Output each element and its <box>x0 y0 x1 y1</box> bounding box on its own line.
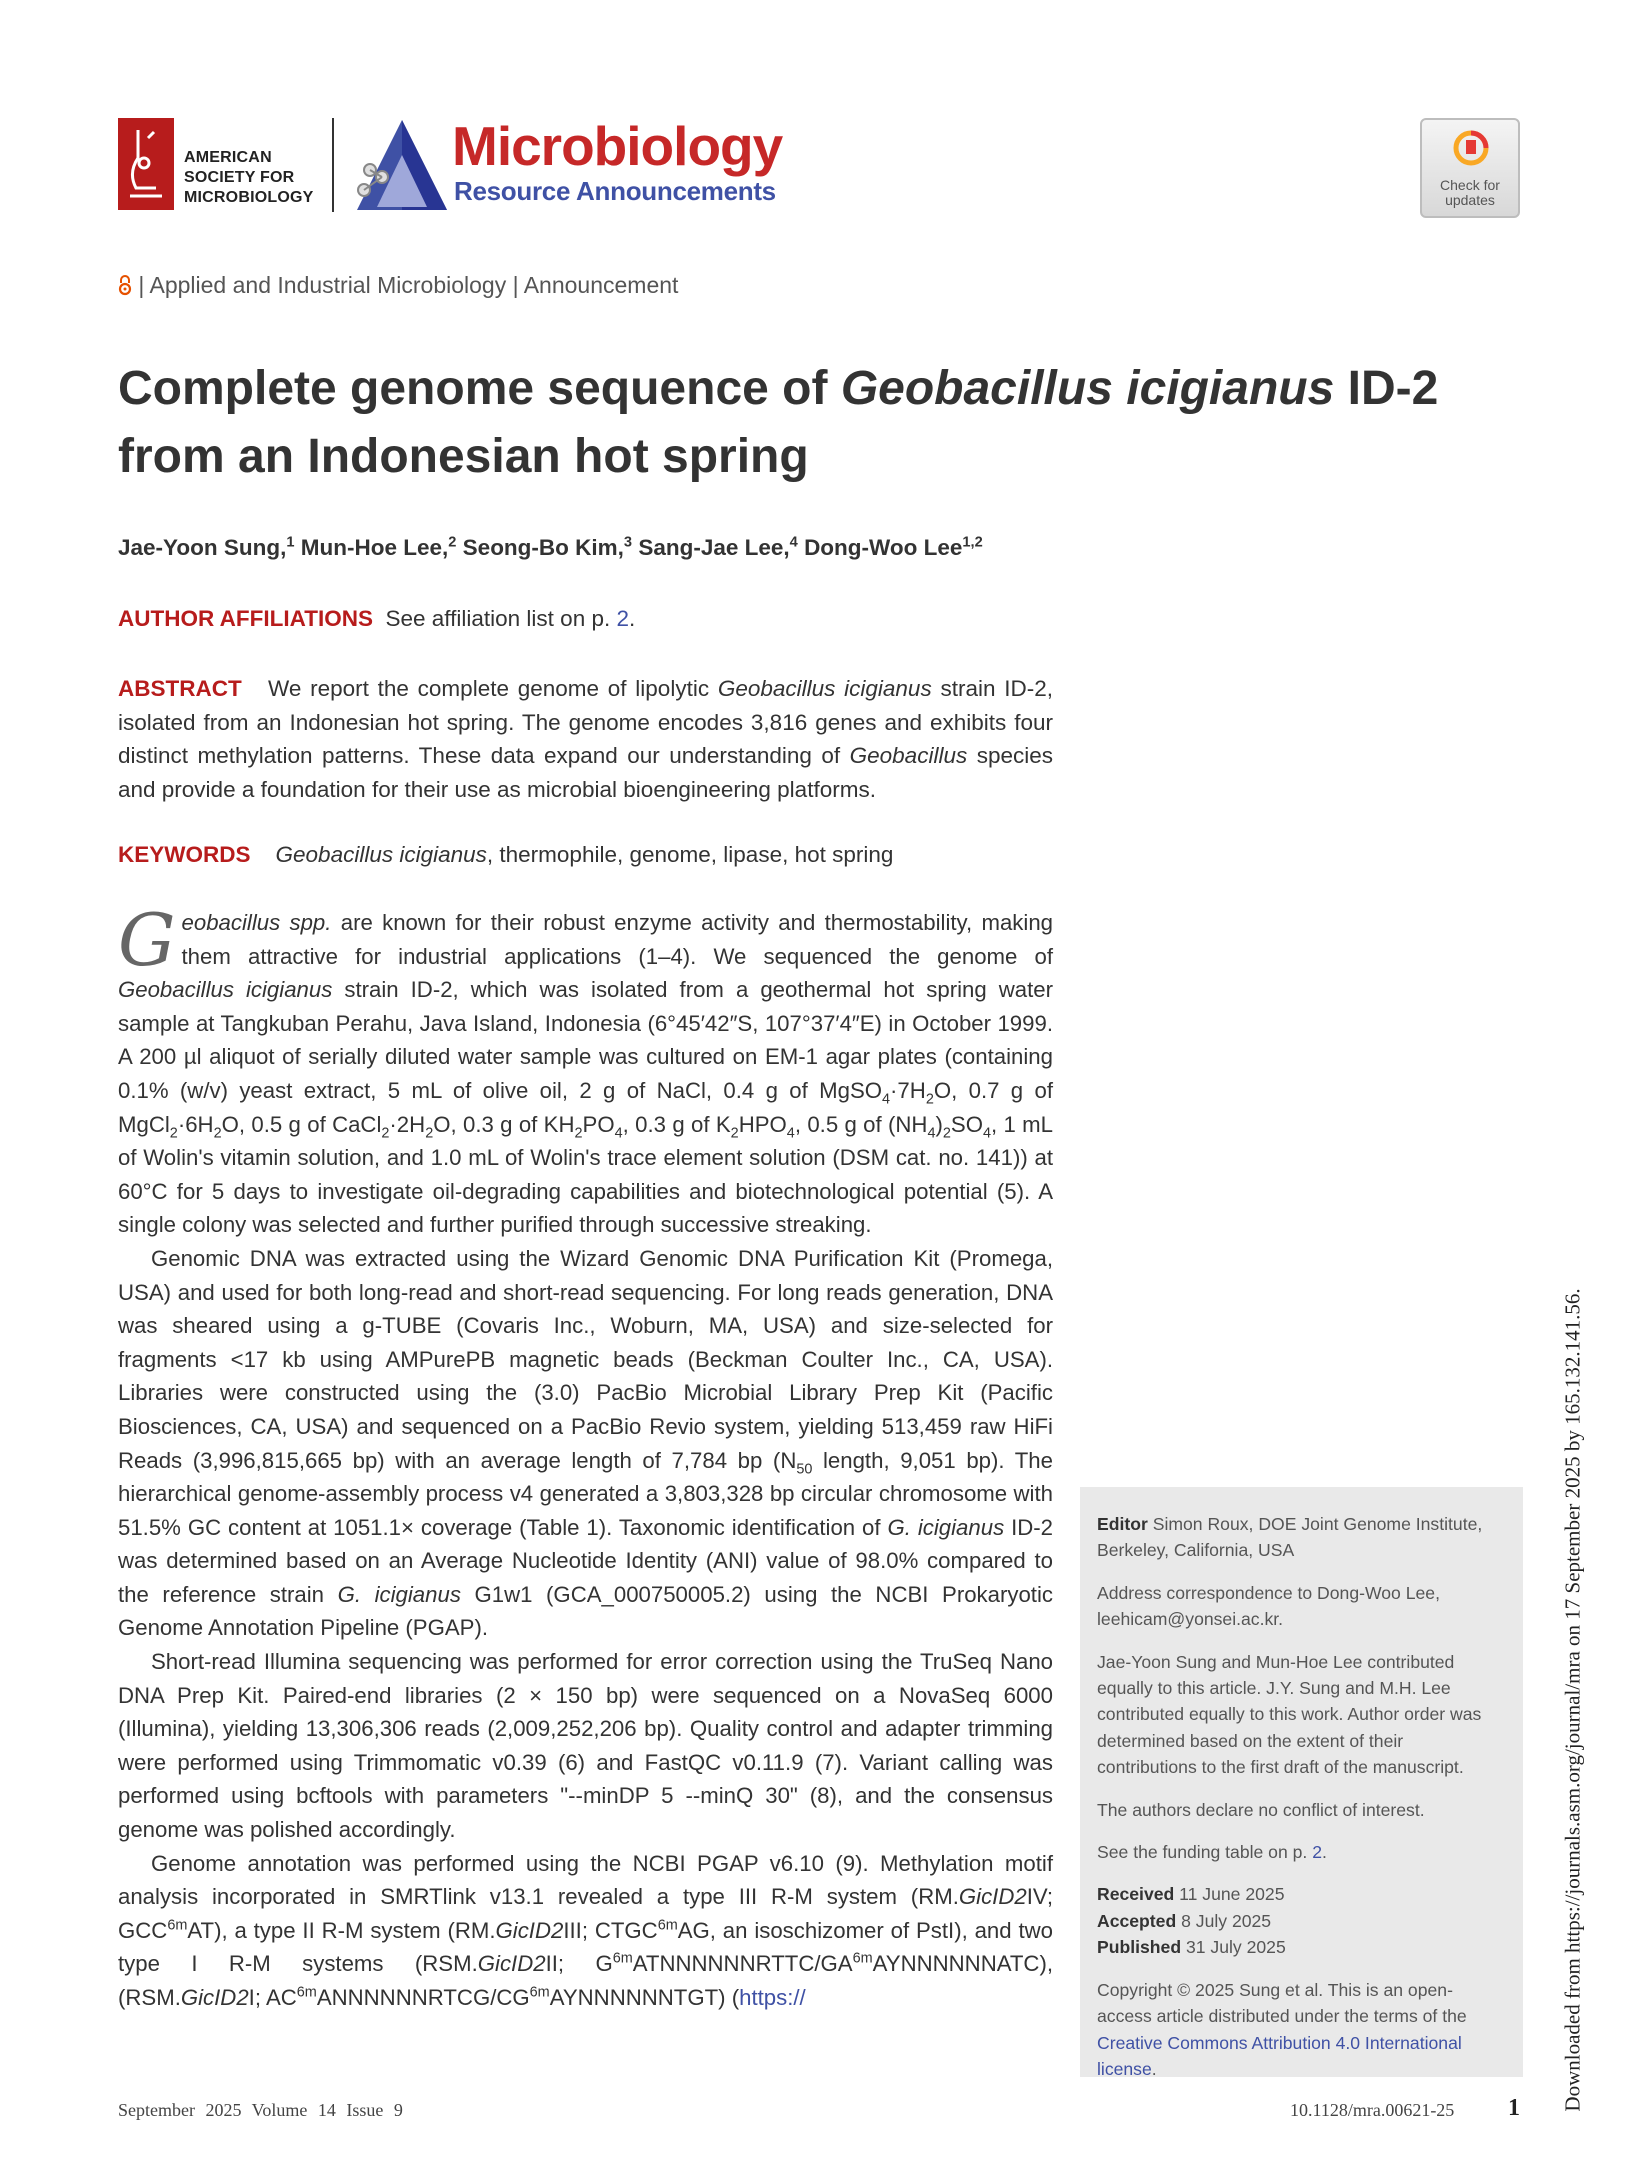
check-updates-icon <box>1453 130 1489 166</box>
keywords: KEYWORDS Geobacillus icigianus, thermophile, genome, lipase, hot spring <box>118 842 894 867</box>
download-watermark: Downloaded from https://journals.asm.org/journal/mra on 17 September 2025 by 165.132.141.56. <box>1560 1288 1585 2112</box>
author[interactable]: Jae-Yoon Sung,$^1$ <box>118 534 295 560</box>
abstract-label: ABSTRACT <box>118 676 242 701</box>
author[interactable]: Seong-Bo Kim,$^3$ <box>462 534 633 560</box>
article-info-sidebar <box>1080 1487 1523 2077</box>
correspondence-info: Address correspondence to Dong-Woo Lee, leehicam@yonsei.ac.kr. <box>1097 1582 1440 1630</box>
body-paragraph: Genomic DNA was extracted using the Wizard Genomic DNA Purification Kit (Promega, USA) and used for both long-read and short-read sequencing. For long reads generation, DNA was sheared using a g-TUBE (Covaris Inc., Woburn, MA, USA) and size-selected for fragments <17 kb using AMPurePB magnetic beads (Beckman Coulter Inc., CA, USA). Libraries were constructed using the (3.0) PacBio Microbial Library Prep Kit (Pacific Biosciences, CA, USA) and sequenced on a PacBio Revio system, yielding 513,459 raw HiFi Reads (3,996,815,665 bp) with an average length of 7,784 bp ($N_{50}$ length, 9,051 bp). The hierarchical genome-assembly process v4 generated a 3,803,328 bp circular chromosome with 51.5% GC content at 1051.1× coverage (Table 1). Taxonomic identification of G. icigianus ID-2 was determined based on an Average Nucleotide Identity (ANI) value of 98.0% compared to the reference strain G. icigianus G1w1 (GCA_000750005.2) using the NCBI Prokaryotic Genome Annotation Pipeline (PGAP). <box>118 1245 1054 1641</box>
funding-note: See the funding table on p. 2. <box>1097 1842 1327 1863</box>
article-dates: Received 11 June 2025 Accepted 8 July 2025 Published 31 July 2025 <box>1097 1884 1286 1958</box>
header-divider <box>332 118 334 212</box>
article-body <box>118 898 1054 2015</box>
breadcrumb-section[interactable]: Applied and Industrial Microbiology <box>149 272 507 298</box>
affiliations-label: AUTHOR AFFILIATIONS <box>118 606 373 631</box>
equal-contribution-note: Jae-Yoon Sung and Mun-Hoe Lee contributed equally to this article. J.Y. Sung and M.H. Lee contributed equally to this work. Author order was determined based on the extent of their contributions to the first draft of the manuscript. <box>1097 1651 1482 1778</box>
editor-info: Editor Simon Roux, DOE Joint Genome Institute, Berkeley, California, USA <box>1097 1514 1483 1561</box>
open-access-icon <box>118 272 138 298</box>
asm-emblem-icon <box>118 118 174 210</box>
body-paragraph: Genome annotation was performed using the NCBI PGAP v6.10 (9). Methylation motif analysis incorporated in SMRTlink v13.1 revealed a type III R-M system (RM.GicID2IV; $GCC^{6m}AT$), a type II R-M system (RM.GicID2III; $CTGC^{6m}AG$, an isoschizomer of PstI), and two type I R-M systems (RSM.GicID2II; $G^{6m}ATNNNNNNRTTC/GA^{6m}AYNNNNNNATC$), (RSM.GicID2I; $AC^{6m}ANNNNNNRTCG/CG^{6m}AYNNNNNNTGT$) (https:// <box>118 1850 1053 2010</box>
copyright-notice: Copyright © 2025 Sung et al. This is an open-access article distributed under the terms of the Creative Commons Attribution 4.0 International license. <box>1097 1979 1467 2079</box>
author-affiliations: AUTHOR AFFILIATIONS See affiliation list on p. 2. <box>118 606 636 631</box>
asm-logo-text: AMERICAN SOCIETY FOR MICROBIOLOGY <box>184 149 314 206</box>
author[interactable]: Sang-Jae Lee,$^4$ <box>638 534 798 560</box>
footer-doi[interactable]: 10.1128/mra.00621-25 <box>1290 2100 1455 2120</box>
drop-cap: G <box>118 898 176 982</box>
keywords-label: KEYWORDS <box>118 842 251 867</box>
conflict-statement: The authors declare no conflict of interest. <box>1097 1799 1425 1820</box>
breadcrumb-separator: | <box>138 272 145 298</box>
check-for-updates-button[interactable] <box>1420 118 1520 218</box>
breadcrumb-separator: | <box>512 272 519 298</box>
page-number: 1 <box>1508 2095 1520 2121</box>
breadcrumb <box>118 270 678 300</box>
license-link[interactable]: Creative Commons Attribution 4.0 International license <box>1097 2032 1462 2079</box>
asm-logo <box>118 118 330 210</box>
author-list <box>118 533 983 563</box>
author[interactable]: Mun-Hoe Lee,$^2$ <box>300 534 457 560</box>
body-link[interactable]: https:// <box>739 1985 806 2010</box>
footer-issue-info: September 2025 Volume 14 Issue 9 <box>118 2100 403 2120</box>
body-paragraph: Geobacillus spp. are known for their robust enzyme activity and thermostability, making them attractive for industrial applications (1–4). We sequenced the genome of Geobacillus icigianus strain ID-2, which was isolated from a geothermal hot spring water sample at Tangkuban Perahu, Java Island, Indonesia (6°45′42″S, 107°37′4″E) in October 1999. A 200 µl aliquot of serially diluted water sample was cultured on EM-1 agar plates (containing 0.1% (w/v) yeast extract, 5 mL of olive oil, 2 g of NaCl, 0.4 g of $MgSO_4\cdot 7H_2O$, 0.7 g of $MgCl_2\cdot 6H_2O$, 0.5 g of $CaCl_2\cdot 2H_2O$, 0.3 g of $KH_2PO_4$, 0.3 g of $K_2HPO_4$, 0.5 g of $(NH_4)_2SO_4$, 1 mL of Wolin's vitamin solution, and 1.0 mL of Wolin's trace element solution (DSM cat. no. 141)) at 60°C for 5 days to investigate oil-degrading capabilities and biotechnological potential (5). A single colony was selected and further purified through successive streaking. <box>118 898 1054 1238</box>
check-updates-label: Check for updates <box>1440 177 1500 208</box>
journal-subtitle: Resource Announcements <box>454 176 776 206</box>
author[interactable]: Dong-Woo Lee$^{1,2}$ <box>804 534 983 560</box>
mra-triangle-logo-icon <box>352 115 452 215</box>
funding-page-link[interactable]: 2 <box>1312 1842 1323 1863</box>
abstract: ABSTRACT We report the complete genome of lipolytic Geobacillus icigianus strain ID-2, isolated from an Indonesian hot spring. The genome encodes 3,816 genes and exhibits four distinct methylation patterns. These data expand our understanding of Geobacillus species and provide a foundation for their use as microbial bioengineering platforms. <box>118 676 1053 802</box>
affiliations-page-link[interactable]: 2 <box>616 606 629 631</box>
journal-title: Microbiology <box>452 115 783 177</box>
article-title: Complete genome sequence of Geobacillus icigianus ID-2 from an Indonesian hot spring <box>118 362 1439 483</box>
breadcrumb-type: Announcement <box>523 272 679 298</box>
body-paragraph: Short-read Illumina sequencing was performed for error correction using the TruSeq Nano DNA Prep Kit. Paired-end libraries (2 × 150 bp) were sequenced on a NovaSeq 6000 (Illumina), yielding 13,306,306 reads (2,009,252,206 bp). Quality control and adapter trimming were performed using Trimmomatic v0.39 (6) and FastQC v0.11.9 (7). Variant calling was performed using bcftools with parameters "--minDP 5 --minQ 30" (8), and the consensus genome was polished accordingly. <box>118 1649 1053 1843</box>
